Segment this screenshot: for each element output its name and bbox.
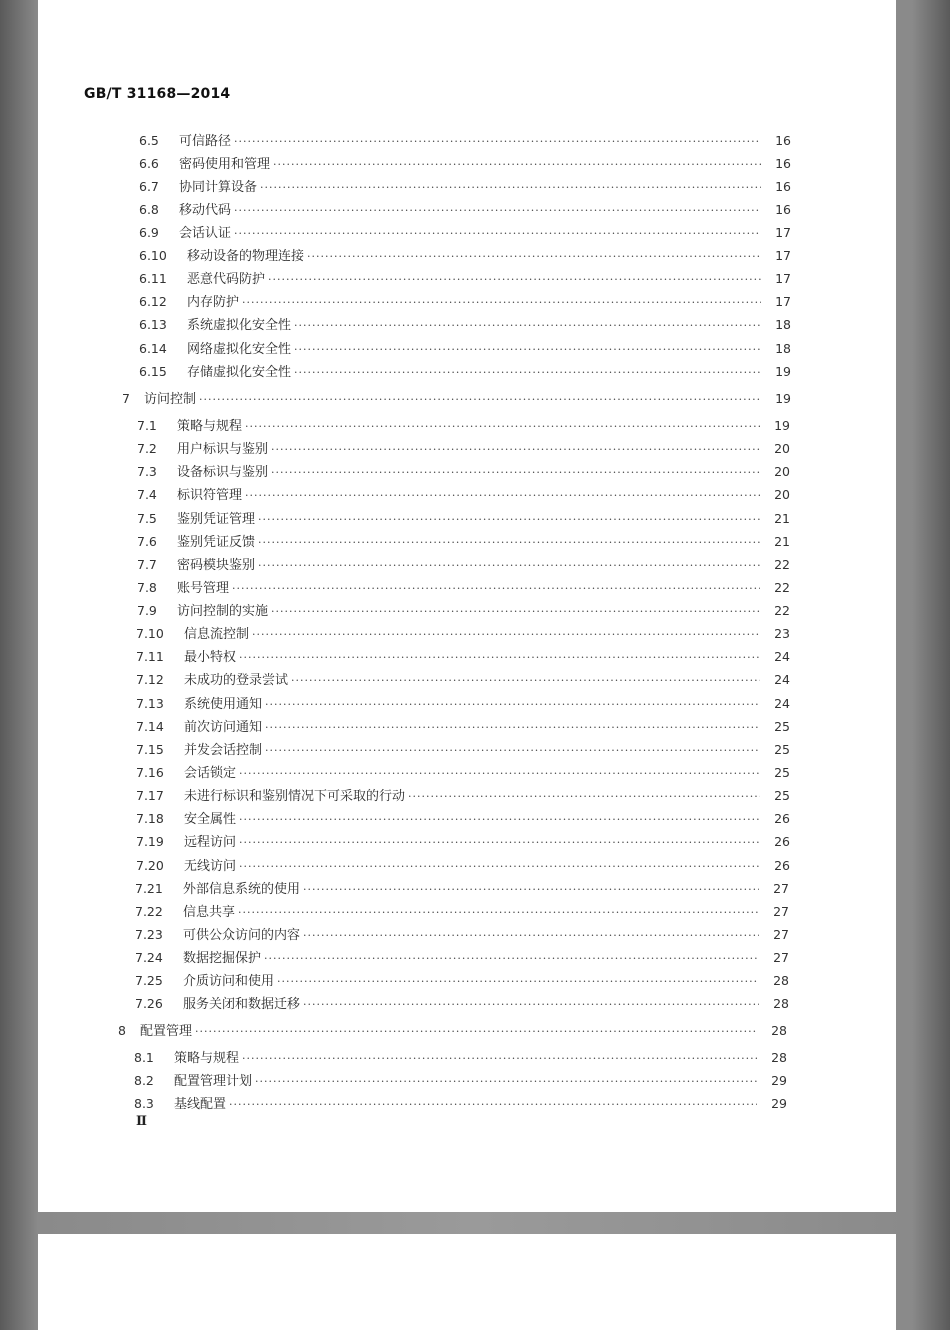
toc-entry[interactable] xyxy=(139,245,791,265)
toc-entry[interactable] xyxy=(137,600,790,620)
toc-entry-title: 数据挖掘保护 xyxy=(183,951,262,966)
toc-leader-dots xyxy=(245,420,760,433)
toc-entry-number: 6.10 xyxy=(139,248,167,263)
toc-entry[interactable] xyxy=(139,222,791,242)
toc-entry-number: 6.11 xyxy=(139,271,167,286)
toc-entry[interactable] xyxy=(135,947,789,967)
toc-entry[interactable] xyxy=(137,531,790,551)
toc-entry-number: 8.3 xyxy=(134,1096,154,1111)
toc-entry-page: 28 xyxy=(771,1050,787,1065)
toc-entry[interactable] xyxy=(136,646,790,666)
toc-entry-title: 并发会话控制 xyxy=(184,743,263,758)
toc-leader-dots xyxy=(408,790,760,803)
toc-entry-page: 26 xyxy=(774,858,790,873)
toc-entry-number: 7.25 xyxy=(135,973,163,988)
toc-entry-title: 无线访问 xyxy=(184,859,237,874)
toc-leader-dots xyxy=(252,628,760,641)
toc-entry-page: 20 xyxy=(774,464,790,479)
toc-entry-number: 7.22 xyxy=(135,904,163,919)
toc-entry-page: 16 xyxy=(775,179,791,194)
toc-leader-dots xyxy=(234,135,761,148)
toc-entry-title: 未进行标识和鉴别情况下可采取的行动 xyxy=(184,789,406,804)
toc-entry-title: 会话锁定 xyxy=(184,766,237,781)
toc-entry-page: 22 xyxy=(774,580,790,595)
toc-entry[interactable] xyxy=(136,808,790,828)
toc-entry-page: 16 xyxy=(775,133,791,148)
standard-code: GB/T 31168—2014 xyxy=(84,86,231,102)
toc-entry-page: 27 xyxy=(773,927,789,942)
toc-leader-dots xyxy=(258,559,760,572)
page-folio: Ⅱ xyxy=(136,1114,147,1129)
toc-entry-title: 密码模块鉴别 xyxy=(177,558,256,573)
toc-entry-title: 基线配置 xyxy=(174,1097,227,1112)
toc-entry-page: 23 xyxy=(774,626,790,641)
toc-entry[interactable] xyxy=(139,291,791,311)
toc-entry-title: 网络虚拟化安全性 xyxy=(187,342,292,357)
next-document-page xyxy=(38,1234,896,1330)
toc-entry-title: 策略与规程 xyxy=(177,419,243,434)
toc-leader-dots xyxy=(239,651,760,664)
toc-entry[interactable] xyxy=(136,669,790,689)
toc-entry-number: 7.12 xyxy=(136,672,164,687)
toc-entry[interactable] xyxy=(135,924,789,944)
toc-entry[interactable] xyxy=(139,130,791,150)
toc-entry-title: 会话认证 xyxy=(179,226,232,241)
toc-entry-page: 20 xyxy=(774,487,790,502)
toc-entry-number: 7.1 xyxy=(137,418,157,433)
toc-entry-title: 信息流控制 xyxy=(184,627,250,642)
toc-leader-dots xyxy=(239,767,760,780)
toc-entry[interactable] xyxy=(139,268,791,288)
toc-entry-number: 8 xyxy=(118,1023,126,1038)
toc-entry[interactable] xyxy=(134,1093,787,1113)
toc-leader-dots xyxy=(258,536,760,549)
toc-entry-page: 19 xyxy=(774,418,790,433)
toc-entry-number: 7.8 xyxy=(137,580,157,595)
toc-entry[interactable] xyxy=(137,484,790,504)
toc-entry-title: 存储虚拟化安全性 xyxy=(187,365,292,380)
toc-entry-page: 26 xyxy=(774,834,790,849)
toc-leader-dots xyxy=(242,296,761,309)
toc-leader-dots xyxy=(294,343,761,356)
toc-entry-title: 鉴别凭证管理 xyxy=(177,512,256,527)
toc-entry[interactable] xyxy=(137,415,790,435)
toc-entry-page: 27 xyxy=(773,904,789,919)
toc-entry-page: 24 xyxy=(774,649,790,664)
toc-entry[interactable] xyxy=(135,901,789,921)
toc-leader-dots xyxy=(255,1075,757,1088)
toc-entry[interactable] xyxy=(139,338,791,358)
toc-entry[interactable] xyxy=(135,970,789,990)
toc-entry[interactable] xyxy=(134,1047,787,1067)
toc-entry-page: 19 xyxy=(775,391,791,406)
toc-entry[interactable] xyxy=(136,831,790,851)
toc-entry-title: 用户标识与鉴别 xyxy=(177,442,269,457)
toc-entry-page: 18 xyxy=(775,341,791,356)
toc-entry-title: 访问控制 xyxy=(144,392,197,407)
toc-leader-dots xyxy=(239,860,760,873)
toc-leader-dots xyxy=(307,250,761,263)
toc-entry-number: 7.26 xyxy=(135,996,163,1011)
toc-entry[interactable] xyxy=(139,199,791,219)
toc-entry-page: 26 xyxy=(774,811,790,826)
toc-leader-dots xyxy=(273,158,761,171)
toc-entry[interactable] xyxy=(136,716,790,736)
toc-entry-number: 7.5 xyxy=(137,511,157,526)
toc-entry-title: 设备标识与鉴别 xyxy=(177,465,269,480)
toc-entry[interactable] xyxy=(135,878,789,898)
toc-entry-number: 6.8 xyxy=(139,202,159,217)
toc-entry[interactable] xyxy=(137,438,790,458)
toc-entry-page: 21 xyxy=(774,511,790,526)
toc-entry-number: 7.19 xyxy=(136,834,164,849)
toc-entry-number: 7.24 xyxy=(135,950,163,965)
toc-entry-title: 鉴别凭证反馈 xyxy=(177,535,256,550)
toc-entry[interactable] xyxy=(136,855,790,875)
toc-leader-dots xyxy=(195,1025,757,1038)
toc-entry-page: 16 xyxy=(775,156,791,171)
toc-entry-number: 7.17 xyxy=(136,788,164,803)
toc-chapter-entry[interactable] xyxy=(118,1020,787,1040)
toc-entry-title: 密码使用和管理 xyxy=(179,157,271,172)
toc-entry-title: 移动设备的物理连接 xyxy=(187,249,305,264)
toc-entry-title: 恶意代码防护 xyxy=(187,272,266,287)
toc-entry-number: 7.2 xyxy=(137,441,157,456)
toc-entry-page: 29 xyxy=(771,1096,787,1111)
toc-entry-number: 7.3 xyxy=(137,464,157,479)
toc-entry-title: 配置管理计划 xyxy=(174,1074,253,1089)
toc-entry-title: 未成功的登录尝试 xyxy=(184,673,289,688)
toc-entry[interactable] xyxy=(136,693,790,713)
toc-entry-page: 25 xyxy=(774,788,790,803)
toc-leader-dots xyxy=(264,952,759,965)
toc-entry-title: 最小特权 xyxy=(184,650,237,665)
toc-entry-page: 24 xyxy=(774,672,790,687)
toc-leader-dots xyxy=(303,998,759,1011)
toc-entry-title: 系统使用通知 xyxy=(184,697,263,712)
toc-leader-dots xyxy=(232,582,760,595)
toc-entry-page: 19 xyxy=(775,364,791,379)
toc-entry-number: 8.1 xyxy=(134,1050,154,1065)
toc-entry-number: 7.6 xyxy=(137,534,157,549)
toc-entry-number: 7.14 xyxy=(136,719,164,734)
toc-leader-dots xyxy=(291,674,760,687)
toc-entry-number: 7 xyxy=(122,391,130,406)
toc-entry-number: 7.4 xyxy=(137,487,157,502)
toc-entry-title: 内存防护 xyxy=(187,295,240,310)
toc-entry-page: 17 xyxy=(775,271,791,286)
toc-entry[interactable] xyxy=(136,623,790,643)
toc-entry-page: 27 xyxy=(773,950,789,965)
toc-entry[interactable] xyxy=(137,508,790,528)
toc-entry-page: 16 xyxy=(775,202,791,217)
toc-leader-dots xyxy=(271,443,760,456)
toc-entry[interactable] xyxy=(139,314,791,334)
toc-entry-page: 28 xyxy=(773,996,789,1011)
toc-entry-page: 25 xyxy=(774,765,790,780)
toc-leader-dots xyxy=(239,836,760,849)
toc-entry-title: 策略与规程 xyxy=(174,1051,240,1066)
toc-leader-dots xyxy=(245,489,760,502)
toc-entry[interactable] xyxy=(136,739,790,759)
toc-entry-number: 6.12 xyxy=(139,294,167,309)
toc-entry-number: 7.9 xyxy=(137,603,157,618)
toc-entry-page: 20 xyxy=(774,441,790,456)
toc-leader-dots xyxy=(265,698,760,711)
toc-entry-number: 6.15 xyxy=(139,364,167,379)
toc-leader-dots xyxy=(238,906,759,919)
toc-entry-page: 22 xyxy=(774,557,790,572)
toc-leader-dots xyxy=(229,1098,757,1111)
toc-entry-title: 可信路径 xyxy=(179,134,232,149)
toc-entry-title: 介质访问和使用 xyxy=(183,974,275,989)
toc-leader-dots xyxy=(260,181,761,194)
toc-leader-dots xyxy=(277,975,759,988)
toc-entry-number: 7.20 xyxy=(136,858,164,873)
toc-entry[interactable] xyxy=(136,785,790,805)
toc-entry-number: 7.7 xyxy=(137,557,157,572)
toc-leader-dots xyxy=(258,513,760,526)
toc-entry-title: 可供公众访问的内容 xyxy=(183,928,301,943)
toc-leader-dots xyxy=(234,227,761,240)
toc-entry-page: 28 xyxy=(771,1023,787,1038)
toc-entry-number: 6.6 xyxy=(139,156,159,171)
toc-entry-title: 标识符管理 xyxy=(177,488,243,503)
toc-entry[interactable] xyxy=(136,762,790,782)
toc-entry-number: 7.16 xyxy=(136,765,164,780)
toc-leader-dots xyxy=(303,883,759,896)
toc-entry-page: 27 xyxy=(773,881,789,896)
toc-entry-page: 25 xyxy=(774,719,790,734)
toc-entry-title: 访问控制的实施 xyxy=(177,604,269,619)
toc-entry-page: 24 xyxy=(774,696,790,711)
toc-entry[interactable] xyxy=(134,1070,787,1090)
toc-leader-dots xyxy=(234,204,761,217)
toc-leader-dots xyxy=(242,1052,757,1065)
toc-entry-number: 6.9 xyxy=(139,225,159,240)
toc-entry-page: 17 xyxy=(775,248,791,263)
toc-entry-title: 移动代码 xyxy=(179,203,232,218)
toc-entry[interactable] xyxy=(137,461,790,481)
toc-entry-number: 6.7 xyxy=(139,179,159,194)
toc-entry-number: 7.21 xyxy=(135,881,163,896)
toc-entry-number: 7.15 xyxy=(136,742,164,757)
toc-entry-page: 25 xyxy=(774,742,790,757)
toc-entry-title: 服务关闭和数据迁移 xyxy=(183,997,301,1012)
toc-leader-dots xyxy=(271,605,760,618)
toc-leader-dots xyxy=(199,393,761,406)
toc-leader-dots xyxy=(271,466,760,479)
toc-leader-dots xyxy=(294,319,761,332)
toc-entry-page: 17 xyxy=(775,225,791,240)
toc-leader-dots xyxy=(265,744,760,757)
toc-entry[interactable] xyxy=(139,176,791,196)
toc-entry-title: 安全属性 xyxy=(184,812,237,827)
toc-entry-title: 信息共享 xyxy=(183,905,236,920)
toc-entry-number: 7.13 xyxy=(136,696,164,711)
toc-entry-number: 7.23 xyxy=(135,927,163,942)
toc-entry-page: 28 xyxy=(773,973,789,988)
toc-entry-title: 外部信息系统的使用 xyxy=(183,882,301,897)
toc-leader-dots xyxy=(265,721,760,734)
toc-entry-title: 账号管理 xyxy=(177,581,230,596)
toc-entry-title: 系统虚拟化安全性 xyxy=(187,318,292,333)
toc-entry[interactable] xyxy=(137,554,790,574)
toc-entry-title: 配置管理 xyxy=(140,1024,193,1039)
toc-entry-page: 22 xyxy=(774,603,790,618)
toc-entry-title: 远程访问 xyxy=(184,835,237,850)
toc-entry-page: 29 xyxy=(771,1073,787,1088)
toc-leader-dots xyxy=(294,366,761,379)
toc-entry-page: 18 xyxy=(775,317,791,332)
toc-leader-dots xyxy=(239,813,760,826)
toc-entry[interactable] xyxy=(137,577,790,597)
toc-chapter-entry[interactable] xyxy=(122,388,791,408)
toc-entry-page: 17 xyxy=(775,294,791,309)
toc-entry-number: 6.14 xyxy=(139,341,167,356)
toc-entry[interactable] xyxy=(135,993,789,1013)
toc-entry-number: 8.2 xyxy=(134,1073,154,1088)
toc-entry[interactable] xyxy=(139,361,791,381)
toc-entry-number: 7.10 xyxy=(136,626,164,641)
toc-leader-dots xyxy=(303,929,759,942)
toc-leader-dots xyxy=(268,273,761,286)
toc-entry-title: 前次访问通知 xyxy=(184,720,263,735)
toc-entry-number: 6.13 xyxy=(139,317,167,332)
toc-entry-number: 6.5 xyxy=(139,133,159,148)
toc-entry-title: 协同计算设备 xyxy=(179,180,258,195)
toc-entry[interactable] xyxy=(139,153,791,173)
toc-entry-number: 7.11 xyxy=(136,649,164,664)
toc-entry-page: 21 xyxy=(774,534,790,549)
toc-entry-number: 7.18 xyxy=(136,811,164,826)
